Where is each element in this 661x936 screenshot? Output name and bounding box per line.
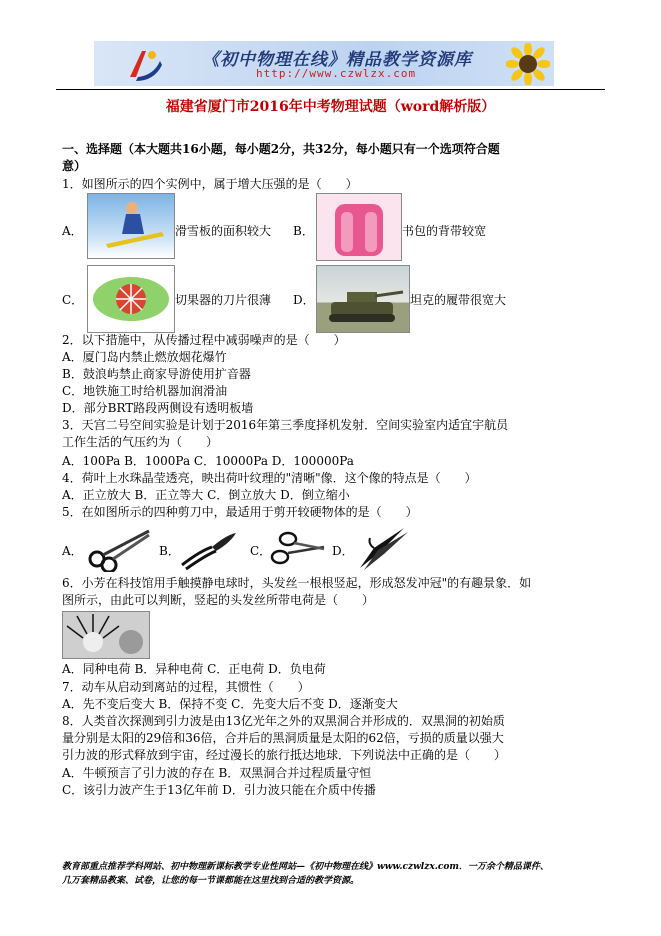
banner-url: http://www.czwlzx.com <box>256 67 417 80</box>
question-7-stem: 7．动车从启动到离站的过程，其惯性（ ） <box>62 680 310 694</box>
q5-option-c-label: C． <box>250 544 272 558</box>
q3-options: A．100Pa B．1000Pa C．10000Pa D．100000Pa <box>62 454 354 468</box>
header-banner <box>94 41 554 86</box>
logo-icon <box>124 47 164 81</box>
q2-option-a: A．厦门岛内禁止燃放烟花爆竹 <box>62 350 227 364</box>
q6-options: A．同种电荷 B．异种电荷 C．正电荷 D．负电荷 <box>62 662 326 676</box>
banner-title: 《初中物理在线》精品教学资源库 <box>202 50 472 70</box>
question-4-stem: 4．荷叶上水珠晶莹透亮，映出荷叶纹理的"清晰"像．这个像的特点是（ ） <box>62 471 477 485</box>
question-5-stem: 5．在如图所示的四种剪刀中，最适用于剪开较硬物体的是（ ） <box>62 505 418 519</box>
q7-options: A．先不变后变大 B．保持不变 C．先变大后不变 D．逐渐变大 <box>62 697 398 711</box>
q5-option-b-label: B． <box>159 544 180 558</box>
question-8-stem-cont2: 引力波的形式释放到宇宙，经过漫长的旅行抵达地球．下列说法中正确的是（ ） <box>62 748 507 762</box>
q5-option-a-label: A． <box>62 544 83 558</box>
section-heading-cont: 意） <box>62 159 87 173</box>
q2-option-b: B．鼓浪屿禁止商家导游使用扩音器 <box>62 367 251 381</box>
static-hair-image <box>62 611 150 659</box>
q2-option-c: C．地铁施工时给机器加润滑油 <box>62 384 228 398</box>
question-1-stem: 1．如图所示的四个实例中，属于增大压强的是（ ） <box>62 177 358 191</box>
scissors-b-image <box>176 525 246 572</box>
footer-line-1: 教育部重点推荐学科网站、初中物理新课标教学专业性网站—《初中物理在线》www.czwlzx.com．一万余个精品课件、 <box>62 862 549 872</box>
sunflower-icon <box>506 43 550 85</box>
question-2-stem: 2．以下措施中，从传播过程中减弱噪声的是（ ） <box>62 333 346 347</box>
q8-options-cd: C．该引力波产生于13亿年前 D．引力波只能在介质中传播 <box>62 783 376 797</box>
q1-option-b-label: B． <box>293 224 314 238</box>
q1-option-d-text: 坦克的履带很宽大 <box>410 293 507 307</box>
footer <box>62 860 549 888</box>
q8-options-ab: A．牛顿预言了引力波的存在 B．双黑洞合并过程质量守恒 <box>62 766 372 780</box>
scissors-d-image <box>354 524 410 572</box>
fruit-cutter-image <box>87 265 175 333</box>
page-title: 福建省厦门市2016年中考物理试题（word解析版） <box>165 99 496 115</box>
q5-option-d-label: D． <box>332 544 354 558</box>
question-6-stem-cont: 图所示，由此可以判断，竖起的头发丝所带电荷是（ ） <box>62 593 375 607</box>
backpack-image <box>316 193 402 261</box>
scissors-a-image <box>85 525 153 572</box>
q1-option-d-label: D． <box>293 293 315 307</box>
scissors-c-image <box>268 527 326 569</box>
tank-image <box>316 265 410 333</box>
q1-option-a-label: A． <box>62 224 83 238</box>
header-divider <box>56 89 605 90</box>
q2-option-d: D．部分BRT路段两侧设有透明板墙 <box>62 401 254 415</box>
q1-option-c-label: C． <box>62 293 84 307</box>
question-3-stem-cont: 工作生活的气压约为（ ） <box>62 435 219 449</box>
q1-option-a-text: 滑雪板的面积较大 <box>175 224 272 238</box>
question-6-stem: 6．小芳在科技馆用手触摸静电球时，头发丝一根根竖起，形成怒发冲冠"的有趣景象．如 <box>62 576 532 590</box>
skier-image <box>87 193 175 259</box>
question-8-stem: 8．人类首次探测到引力波是由13亿光年之外的双黑洞合并形成的．双黑洞的初始质 <box>62 714 505 728</box>
q4-options: A．正立放大 B．正立等大 C．倒立放大 D．倒立缩小 <box>62 488 350 502</box>
q1-option-b-text: 书包的背带较宽 <box>402 224 487 238</box>
footer-line-2: 几万套精品教案、试卷，让您的每一节课都能在这里找到合适的教学资源。 <box>62 876 360 886</box>
question-8-stem-cont1: 量分别是太阳的29倍和36倍，合并后的黑洞质量是太阳的62倍，亏损的质量以强大 <box>62 731 504 745</box>
q1-option-c-text: 切果器的刀片很薄 <box>175 293 272 307</box>
section-heading: 一、选择题（本大题共16小题，每小题2分，共32分，每小题只有一个选项符合题 <box>62 142 500 156</box>
question-3-stem: 3．天宫二号空间实验是计划于2016年第三季度择机发射．空间实验室内适宜宇航员 <box>62 418 509 432</box>
